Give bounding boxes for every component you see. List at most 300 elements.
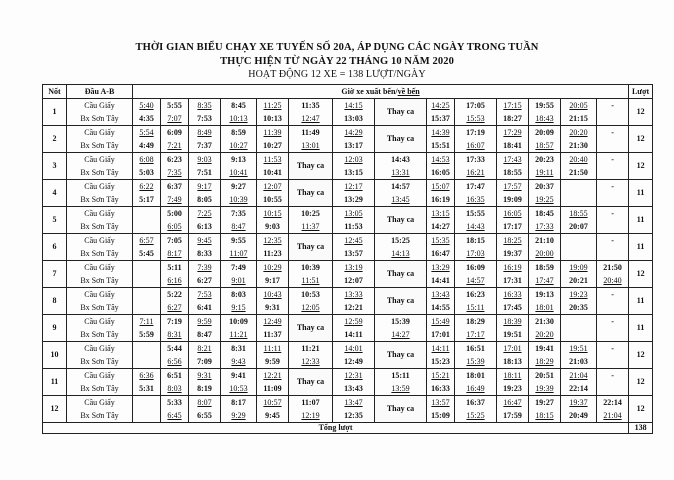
- time-cell: [455, 396, 497, 423]
- time-return: [562, 247, 595, 260]
- time-return: 10:27: [263, 141, 282, 150]
- route-a: Cầu Giấy: [84, 128, 115, 137]
- route-a: Cầu Giấy: [84, 263, 115, 272]
- shift-change-cell: Thay ca: [375, 126, 427, 153]
- time-depart: 12:49: [263, 317, 282, 326]
- time-depart: 6:57: [139, 236, 154, 245]
- time-cell: [133, 207, 161, 234]
- time-depart: 9:27: [231, 182, 246, 191]
- time-depart: -: [611, 344, 614, 353]
- time-depart: 16:23: [466, 290, 485, 299]
- route-b: Bx Sơn Tây: [80, 276, 119, 285]
- row-number: 8: [43, 288, 67, 315]
- luot-count: 12: [629, 99, 653, 126]
- time-depart: 21:10: [535, 236, 554, 245]
- time-cell: [427, 234, 455, 261]
- time-cell: [597, 234, 629, 261]
- time-depart: 19:51: [569, 344, 588, 353]
- time-depart: 7:35: [231, 209, 246, 218]
- time-depart: 6:51: [167, 371, 182, 380]
- route-a: Cầu Giấy: [84, 209, 115, 218]
- route-cell: [67, 126, 133, 153]
- time-return: [134, 409, 159, 422]
- time-depart: [134, 261, 159, 274]
- time-return: 18:43: [535, 114, 554, 123]
- time-return: 17:03: [466, 249, 485, 258]
- time-cell: [455, 288, 497, 315]
- time-cell: [161, 396, 189, 423]
- time-depart: [562, 315, 595, 328]
- time-depart: 11:25: [263, 101, 282, 110]
- time-cell: [497, 369, 529, 396]
- time-return: 20:07: [569, 222, 588, 231]
- route-b: Bx Sơn Tây: [80, 411, 119, 420]
- time-cell: [161, 180, 189, 207]
- time-depart: 16:09: [466, 263, 485, 272]
- route-a: Cầu Giấy: [84, 101, 115, 110]
- time-cell: [497, 153, 529, 180]
- time-return: [598, 166, 627, 179]
- time-cell: [333, 207, 375, 234]
- time-cell: [529, 369, 561, 396]
- timetable-table: [42, 84, 653, 434]
- time-cell: [161, 288, 189, 315]
- table-row: [43, 126, 653, 153]
- time-return: 11:37: [301, 222, 320, 231]
- route-a: Cầu Giấy: [84, 155, 115, 164]
- time-cell: [257, 99, 289, 126]
- table-row: [43, 369, 653, 396]
- time-cell: [133, 396, 161, 423]
- route-b: Bx Sơn Tây: [80, 357, 119, 366]
- time-return: 9:01: [231, 276, 246, 285]
- route-a: Cầu Giấy: [84, 182, 115, 191]
- route-a: Cầu Giấy: [84, 398, 115, 407]
- time-return: 14:13: [391, 249, 410, 258]
- time-depart: [134, 342, 159, 355]
- time-cell: [257, 315, 289, 342]
- time-return: 16:19: [431, 195, 450, 204]
- time-cell: [333, 234, 375, 261]
- time-cell: [189, 99, 221, 126]
- time-cell: [189, 315, 221, 342]
- row-number: 2: [43, 126, 67, 153]
- title-line-2: THỰC HIỆN TỪ NGÀY 22 THÁNG 10 NĂM 2020: [220, 56, 454, 67]
- time-depart: 7:25: [197, 209, 212, 218]
- time-depart: 10:43: [263, 290, 282, 299]
- route-a: Cầu Giấy: [84, 344, 115, 353]
- time-cell: [289, 99, 333, 126]
- time-depart: 15:55: [466, 209, 485, 218]
- time-depart: -: [611, 128, 614, 137]
- time-depart: 8:03: [231, 290, 246, 299]
- time-cell: [455, 234, 497, 261]
- time-cell: [597, 126, 629, 153]
- time-cell: [561, 99, 597, 126]
- time-return: 6:13: [197, 222, 212, 231]
- time-depart: 12:03: [344, 155, 363, 164]
- time-cell: [427, 315, 455, 342]
- time-depart: 6:08: [139, 155, 154, 164]
- route-b: Bx Sơn Tây: [80, 168, 119, 177]
- time-return: 13:29: [344, 195, 363, 204]
- time-depart: 13:47: [344, 398, 363, 407]
- time-return: 18:55: [503, 168, 522, 177]
- time-return: 8:31: [167, 330, 182, 339]
- time-return: 8:33: [197, 249, 212, 258]
- time-depart: 20:37: [535, 182, 554, 191]
- time-depart: 8:59: [231, 128, 246, 137]
- time-cell: [597, 261, 629, 288]
- time-cell: [289, 288, 333, 315]
- time-return: 7:37: [197, 141, 212, 150]
- route-cell: [67, 261, 133, 288]
- time-return: 8:03: [167, 384, 182, 393]
- time-return: 15:51: [431, 141, 450, 150]
- time-cell: [161, 99, 189, 126]
- total-value: 138: [629, 423, 653, 434]
- time-cell: [497, 234, 529, 261]
- time-depart: 11:07: [301, 398, 320, 407]
- luot-count: 11: [629, 207, 653, 234]
- time-depart: 21:04: [569, 371, 588, 380]
- time-depart: 21:50: [603, 263, 622, 272]
- time-cell: [561, 342, 597, 369]
- time-depart: -: [611, 371, 614, 380]
- time-return: 10:41: [263, 168, 282, 177]
- luot-count: 12: [629, 261, 653, 288]
- time-depart: 8:17: [231, 398, 246, 407]
- time-depart: 18:39: [503, 317, 522, 326]
- time-depart: [134, 207, 159, 220]
- time-return: 15:09: [431, 411, 450, 420]
- time-cell: [161, 153, 189, 180]
- time-cell: [597, 288, 629, 315]
- time-depart: 15:49: [431, 317, 450, 326]
- time-depart: 10:53: [301, 290, 320, 299]
- time-depart: 12:35: [263, 236, 282, 245]
- header-times: Giờ xe xuất bến/về bến: [133, 85, 629, 99]
- row-number: 3: [43, 153, 67, 180]
- time-depart: -: [611, 101, 614, 110]
- luot-count: 11: [629, 234, 653, 261]
- time-depart: 16:47: [503, 398, 522, 407]
- time-cell: [221, 180, 257, 207]
- time-cell: [189, 234, 221, 261]
- time-cell: [375, 153, 427, 180]
- time-return: [598, 328, 627, 341]
- time-cell: [257, 180, 289, 207]
- time-depart: 20:51: [535, 371, 554, 380]
- route-a: Cầu Giấy: [84, 371, 115, 380]
- time-depart: 5:44: [167, 344, 182, 353]
- time-return: 16:47: [431, 249, 450, 258]
- time-depart: 17:57: [503, 182, 522, 191]
- route-cell: [67, 369, 133, 396]
- time-depart: 7:53: [197, 290, 212, 299]
- time-cell: [221, 369, 257, 396]
- total-row: [43, 423, 653, 434]
- time-return: [598, 247, 627, 260]
- time-cell: [497, 315, 529, 342]
- time-return: 8:17: [167, 249, 182, 258]
- time-depart: 10:57: [263, 398, 282, 407]
- route-b: Bx Sơn Tây: [80, 249, 119, 258]
- time-return: 5:17: [139, 195, 154, 204]
- route-a: Cầu Giấy: [84, 236, 115, 245]
- time-return: 14:55: [431, 303, 450, 312]
- time-cell: [529, 207, 561, 234]
- time-cell: [455, 315, 497, 342]
- time-cell: [257, 126, 289, 153]
- time-return: [598, 355, 627, 368]
- time-cell: [561, 288, 597, 315]
- time-cell: [561, 261, 597, 288]
- time-return: 16:07: [466, 141, 485, 150]
- time-return: 16:49: [466, 384, 485, 393]
- time-cell: [333, 261, 375, 288]
- luot-count: 11: [629, 180, 653, 207]
- time-depart: 13:57: [431, 398, 450, 407]
- time-cell: [333, 153, 375, 180]
- shift-change-cell: Thay ca: [289, 153, 333, 180]
- time-return: 11:07: [229, 249, 248, 258]
- route-cell: [67, 315, 133, 342]
- row-number: 10: [43, 342, 67, 369]
- time-return: 4:49: [139, 141, 154, 150]
- time-depart: 5:40: [139, 101, 154, 110]
- time-return: 7:07: [167, 114, 182, 123]
- time-depart: 20:40: [569, 155, 588, 164]
- time-return: 11:09: [263, 384, 282, 393]
- time-cell: [189, 207, 221, 234]
- time-cell: [455, 126, 497, 153]
- time-return: 12:05: [301, 303, 320, 312]
- time-cell: [427, 288, 455, 315]
- time-return: 19:23: [503, 384, 522, 393]
- time-return: 20:35: [569, 303, 588, 312]
- time-depart: 8:31: [231, 344, 246, 353]
- time-cell: [257, 153, 289, 180]
- time-cell: [597, 207, 629, 234]
- time-return: 10:41: [229, 168, 248, 177]
- route-b: Bx Sơn Tây: [80, 114, 119, 123]
- time-return: 5:59: [139, 330, 154, 339]
- route-cell: [67, 180, 133, 207]
- time-cell: [133, 261, 161, 288]
- table-row: [43, 234, 653, 261]
- time-cell: [455, 342, 497, 369]
- time-cell: [333, 396, 375, 423]
- shift-change-cell: Thay ca: [375, 207, 427, 234]
- time-cell: [497, 261, 529, 288]
- time-return: 12:47: [301, 114, 320, 123]
- time-depart: 19:09: [569, 263, 588, 272]
- time-cell: [333, 99, 375, 126]
- row-number: 1: [43, 99, 67, 126]
- time-depart: 18:45: [535, 209, 554, 218]
- time-depart: 5:00: [167, 209, 182, 218]
- time-depart: 19:41: [535, 344, 554, 353]
- time-cell: [529, 234, 561, 261]
- time-depart: 14:15: [344, 101, 363, 110]
- time-return: 17:17: [466, 330, 485, 339]
- route-cell: [67, 342, 133, 369]
- time-return: 21:03: [569, 357, 588, 366]
- time-cell: [561, 234, 597, 261]
- time-depart: 12:59: [344, 317, 363, 326]
- time-return: 15:11: [466, 303, 485, 312]
- time-cell: [375, 180, 427, 207]
- time-cell: [455, 369, 497, 396]
- time-depart: 17:19: [466, 128, 485, 137]
- luot-count: 12: [629, 396, 653, 423]
- time-cell: [497, 126, 529, 153]
- time-depart: 13:29: [431, 263, 450, 272]
- time-cell: [427, 153, 455, 180]
- time-return: 12:33: [301, 357, 320, 366]
- time-return: 14:41: [431, 276, 450, 285]
- time-return: 16:33: [431, 384, 450, 393]
- time-cell: [161, 126, 189, 153]
- time-cell: [161, 261, 189, 288]
- time-depart: 13:19: [344, 263, 363, 272]
- time-return: 9:45: [265, 411, 280, 420]
- time-return: 10:13: [229, 114, 248, 123]
- time-cell: [455, 153, 497, 180]
- time-depart: 13:33: [344, 290, 363, 299]
- time-cell: [597, 153, 629, 180]
- time-cell: [161, 315, 189, 342]
- shift-change-cell: Thay ca: [289, 234, 333, 261]
- route-cell: [67, 396, 133, 423]
- time-depart: 17:05: [466, 101, 485, 110]
- time-depart: 6:37: [167, 182, 182, 191]
- time-cell: [597, 315, 629, 342]
- time-return: [134, 274, 159, 287]
- time-return: 17:59: [503, 411, 522, 420]
- time-cell: [497, 288, 529, 315]
- time-depart: 6:09: [167, 128, 182, 137]
- time-cell: [161, 342, 189, 369]
- time-depart: 18:25: [503, 236, 522, 245]
- route-cell: [67, 288, 133, 315]
- title-line-1: THỜI GIAN BIỂU CHẠY XE TUYẾN SỐ 20A, ÁP DỤNG CÁC NGÀY TRONG TUẦN: [135, 42, 539, 53]
- time-depart: -: [611, 209, 614, 218]
- header-luot: Lượt: [629, 85, 653, 99]
- time-cell: [561, 207, 597, 234]
- shift-change-cell: Thay ca: [289, 315, 333, 342]
- time-depart: 11:11: [263, 344, 282, 353]
- time-return: 18:15: [535, 411, 554, 420]
- header-not: Nốt: [43, 85, 67, 99]
- time-return: 6:27: [167, 303, 182, 312]
- time-return: 5:03: [139, 168, 154, 177]
- table-row: [43, 207, 653, 234]
- time-depart: 9:45: [197, 236, 212, 245]
- time-cell: [529, 315, 561, 342]
- time-depart: 7:05: [167, 236, 182, 245]
- time-return: 20:49: [569, 411, 588, 420]
- time-depart: 15:07: [431, 182, 450, 191]
- time-return: 20:40: [603, 276, 622, 285]
- time-cell: [427, 396, 455, 423]
- time-return: 11:23: [263, 249, 282, 258]
- time-depart: 7:11: [139, 317, 154, 326]
- time-cell: [497, 396, 529, 423]
- time-return: 13:17: [344, 141, 363, 150]
- time-return: 19:11: [535, 168, 554, 177]
- time-cell: [529, 396, 561, 423]
- time-cell: [289, 207, 333, 234]
- route-cell: [67, 153, 133, 180]
- time-cell: [257, 288, 289, 315]
- time-cell: [561, 153, 597, 180]
- row-number: 9: [43, 315, 67, 342]
- time-cell: [189, 288, 221, 315]
- time-return: [598, 382, 627, 395]
- time-return: 9:03: [265, 222, 280, 231]
- time-cell: [133, 315, 161, 342]
- time-cell: [333, 369, 375, 396]
- shift-change-cell: Thay ca: [289, 369, 333, 396]
- time-return: 13:59: [391, 384, 410, 393]
- time-return: 19:25: [535, 195, 554, 204]
- time-cell: [529, 126, 561, 153]
- time-depart: 11:35: [301, 101, 320, 110]
- time-cell: [529, 261, 561, 288]
- time-cell: [257, 369, 289, 396]
- time-return: 20:20: [535, 330, 554, 339]
- route-cell: [67, 99, 133, 126]
- time-depart: 16:51: [466, 344, 485, 353]
- time-return: 15:25: [466, 411, 485, 420]
- time-cell: [289, 261, 333, 288]
- time-depart: 11:21: [301, 344, 320, 353]
- time-cell: [561, 369, 597, 396]
- time-cell: [161, 234, 189, 261]
- time-cell: [375, 369, 427, 396]
- time-return: 11:53: [344, 222, 363, 231]
- time-return: 19:51: [503, 330, 522, 339]
- route-b: Bx Sơn Tây: [80, 195, 119, 204]
- time-return: 13:01: [301, 141, 320, 150]
- route-a: Cầu Giấy: [84, 290, 115, 299]
- row-number: 11: [43, 369, 67, 396]
- time-return: 14:27: [391, 330, 410, 339]
- time-cell: [497, 207, 529, 234]
- time-return: 21:15: [569, 114, 588, 123]
- time-cell: [189, 342, 221, 369]
- time-return: 8:47: [231, 222, 246, 231]
- time-cell: [529, 153, 561, 180]
- time-depart: 6:22: [139, 182, 154, 191]
- table-row: [43, 342, 653, 369]
- time-return: 5:45: [139, 249, 154, 258]
- time-return: 11:21: [229, 330, 248, 339]
- time-return: 6:55: [197, 411, 212, 420]
- time-return: [598, 193, 627, 206]
- time-return: 16:05: [431, 168, 450, 177]
- time-depart: 15:21: [431, 371, 450, 380]
- time-cell: [133, 369, 161, 396]
- time-depart: 13:05: [344, 209, 363, 218]
- time-depart: 11:49: [301, 128, 320, 137]
- time-depart: 8:07: [197, 398, 212, 407]
- time-depart: 20:23: [535, 155, 554, 164]
- time-cell: [161, 207, 189, 234]
- row-number: 5: [43, 207, 67, 234]
